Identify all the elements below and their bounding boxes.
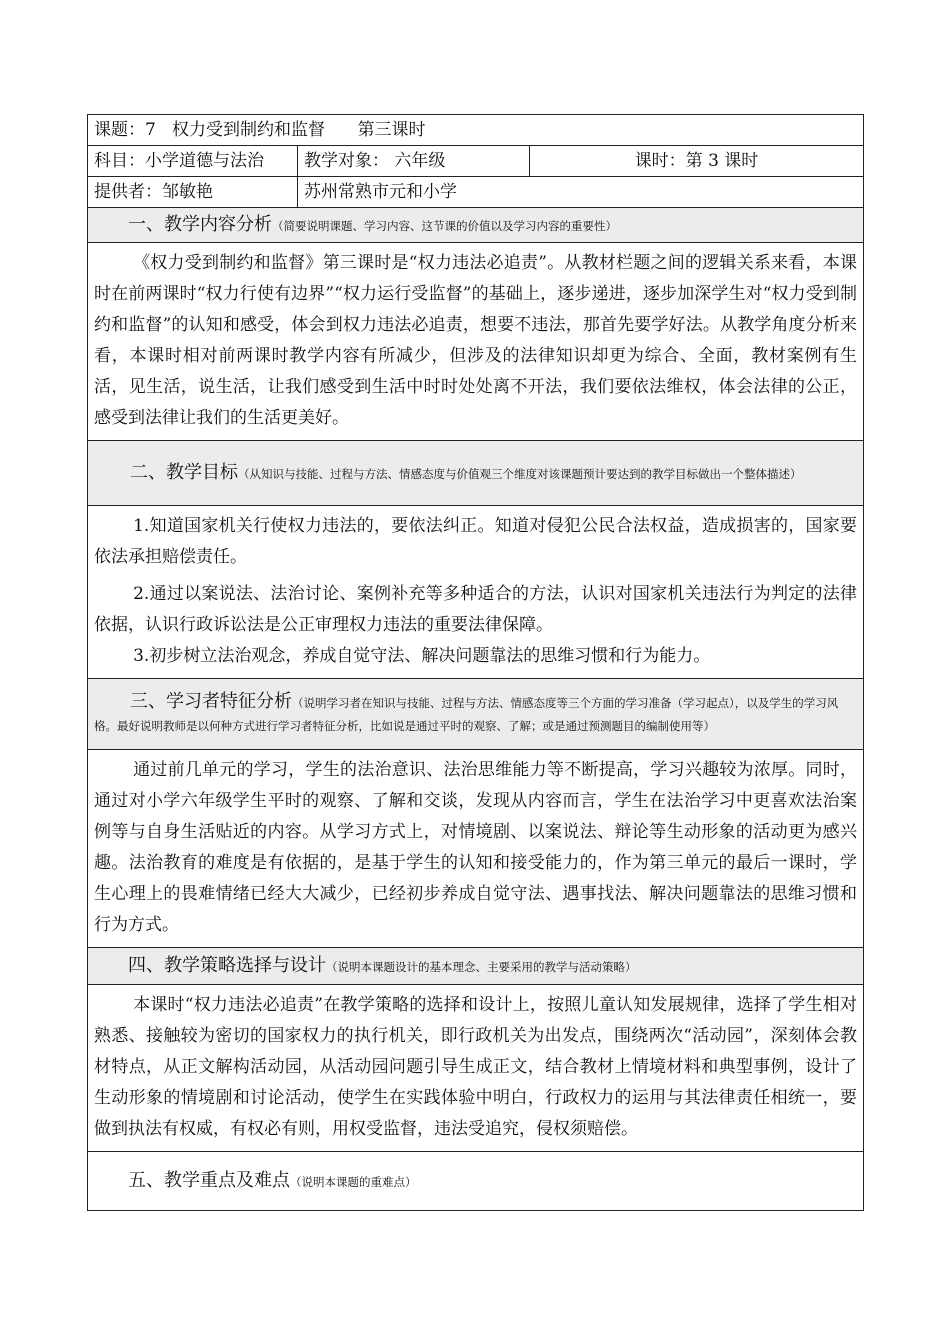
topic-cell: [88, 115, 864, 146]
section-note: （说明学习者在知识与技能、过程与方法、情感态度等三个方面的学习准备（学习起点），以及学生的学习风格。最好说明教师是以何种方式进行学习者特征分析，比如说是通过平时的观察、了解；或是通过预测题目的编制使用等）: [94, 696, 839, 733]
section-3-body-row: [88, 750, 864, 948]
section-note: （简要说明课题、学习内容、这节课的价值以及学习内容的重要性）: [272, 219, 617, 234]
section-note: （从知识与技能、过程与方法、情感态度与价值观三个维度对该课题预计要达到的教学目标做出一个整体描述）: [238, 466, 802, 481]
section-1-body: [88, 243, 864, 441]
section-title: 一、教学内容分析: [128, 214, 272, 236]
section-paragraph: 《权力受到制约和监督》第三课时是“权力违法必追责”。从教材栏题之间的逻辑关系来看，本课时在前两课时“权力行使有边界”“权力运行受监督”的基础上，逐步递进，逐步加深学生对“权力受到制约和监督”的认知和感受，体会到权力违法必追责，想要不违法，那首先要学好法。从教学角度分析来看，本课时相对前两课时教学内容有所减少，但涉及的法律知识却更为综合、全面，教材案例有生活，见生活，说生活，让我们感受到生活中时时处处离不开法，我们要依法维权，体会法律的公正，感受到法律让我们的生活更美好。: [94, 253, 857, 428]
topic-period: 第三课时: [357, 119, 426, 140]
section-title: 二、教学目标: [130, 461, 238, 483]
section-1-body-row: [88, 243, 864, 441]
objective-item-2: 2.通过以案说法、法治讨论、案例补充等多种适合的方法，认识对国家机关违法行为判定的法律依据，认识行政诉讼法是公正审理权力违法的重要法律保障。: [94, 584, 857, 635]
objective-item-3: 3.初步树立法治观念，养成自觉守法、解决问题靠法的思维习惯和行为能力。: [133, 646, 711, 666]
section-2-header-row: [88, 441, 864, 506]
section-4-body-row: [88, 985, 864, 1152]
section-3-body: [88, 750, 864, 948]
section-1-header-row: [88, 208, 864, 243]
topic-label: 课题：7: [94, 119, 156, 140]
topic-title: 权力受到制约和监督: [172, 119, 326, 140]
section-1-header: [88, 208, 864, 243]
section-note: （说明本课题的重难点）: [290, 1175, 417, 1190]
audience-cell: 教学对象： 六年级: [298, 146, 530, 177]
topic-row: [88, 115, 864, 146]
section-paragraph: 本课时“权力违法必追责”在教学策略的选择和设计上，按照儿童认知发展规律，选择了学生相对熟悉、接触较为密切的国家权力的执行机关，即行政机关为出发点，围绕两次“活动园”，深刻体会教材特点，从正文解构活动园，从活动园问题引导生成正文，结合教材上情境材料和典型事例，设计了生动形象的情境剧和讨论活动，使学生在实践体验中明白，行政权力的运用与其法律责任相统一，要做到执法有权威，有权必有则，用权受监督，违法受追究，侵权须赔偿。: [94, 995, 857, 1139]
section-title: 四、教学策略选择与设计: [128, 955, 326, 977]
provider-row: [88, 177, 864, 208]
subject-row: [88, 146, 864, 177]
section-2-body-row: [88, 506, 864, 679]
section-5-header-row: [88, 1152, 864, 1211]
section-2-body: [88, 506, 864, 679]
section-4-body: [88, 985, 864, 1152]
lesson-plan-page: [87, 114, 863, 1211]
section-title: 五、教学重点及难点: [128, 1170, 290, 1192]
section-note: （说明本课题设计的基本理念、主要采用的教学与活动策略）: [326, 960, 637, 975]
section-4-header-row: [88, 948, 864, 985]
section-2-header: [88, 441, 864, 506]
section-paragraph: 通过前几单元的学习，学生的法治意识、法治思维能力等不断提高，学习兴趣较为浓厚。同时，通过对小学六年级学生平时的观察、了解和交谈，发现从内容而言，学生在法治学习中更喜欢法治案例等与自身生活贴近的内容。从学习方式上，对情境剧、以案说法、辩论等生动形象的活动更为感兴趣。法治教育的难度是有依据的，是基于学生的认知和接受能力的，作为第三单元的最后一课时，学生心理上的畏难情绪已经大大减少，已经初步养成自觉守法、遇事找法、解决问题靠法的思维习惯和行为方式。: [94, 760, 857, 935]
subject-cell: 科目：小学道德与法治: [88, 146, 298, 177]
section-5-header: [88, 1152, 864, 1211]
section-3-header-row: [88, 679, 864, 750]
class-hours-cell: 课时：第 3 课时: [530, 146, 864, 177]
section-title: 三、学习者特征分析: [130, 691, 292, 712]
objective-item-1: 1.知道国家机关行使权力违法的，要依法纠正。知道对侵犯公民合法权益，造成损害的，国家要依法承担赔偿责任。: [94, 516, 857, 567]
section-3-header: [88, 679, 864, 750]
lesson-plan-table: [87, 114, 864, 1211]
provider-cell: 提供者：邹敏艳: [88, 177, 298, 208]
school-cell: 苏州常熟市元和小学: [298, 177, 864, 208]
section-4-header: [88, 948, 864, 985]
